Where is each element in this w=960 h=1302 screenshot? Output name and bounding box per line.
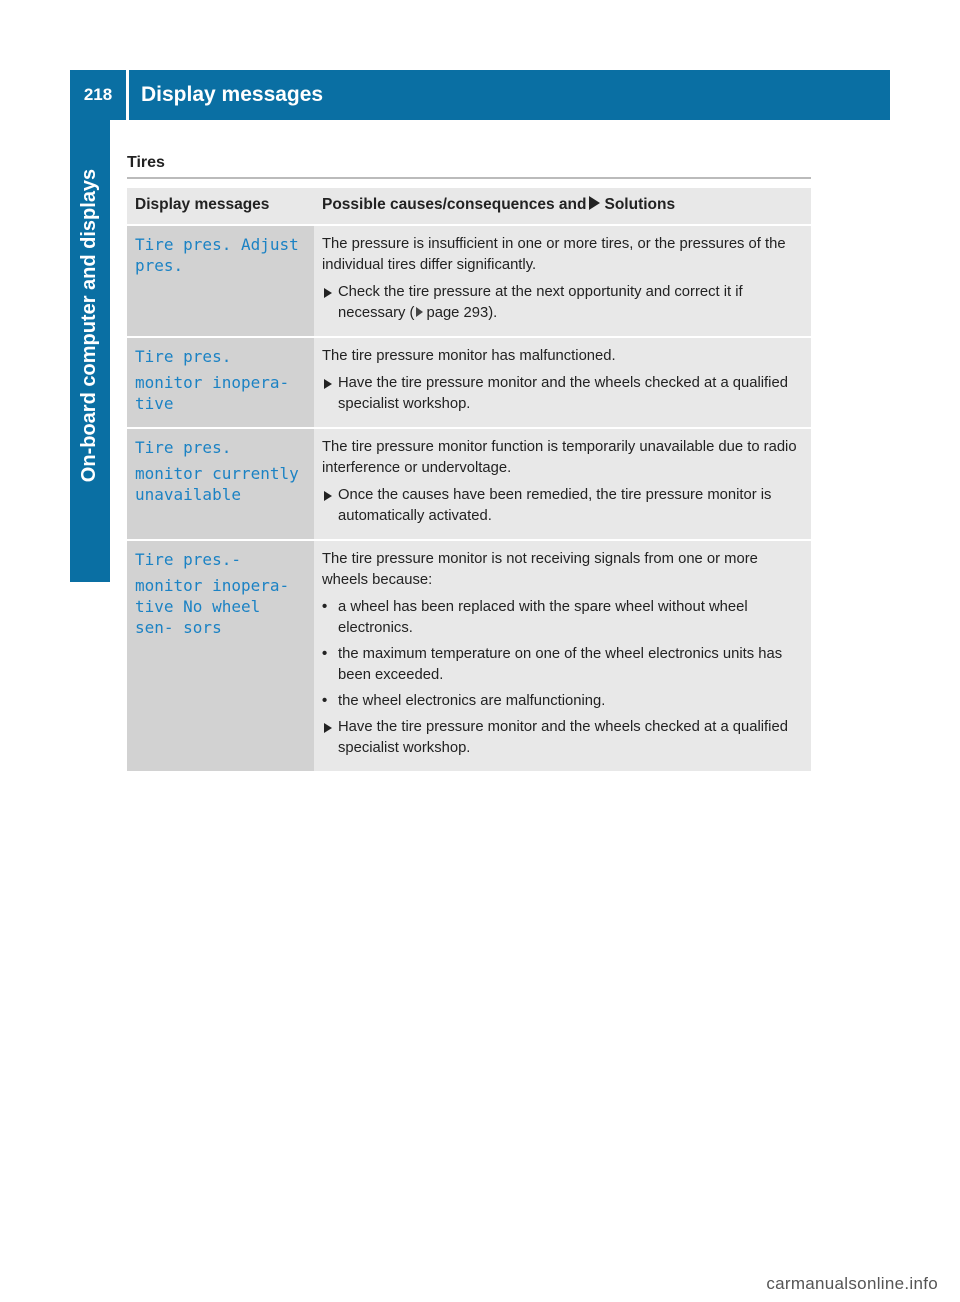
page-reference-arrow-icon bbox=[416, 307, 423, 317]
col-header-causes-label: Possible causes/consequences and bbox=[322, 196, 587, 213]
cause-text: The tire pressure monitor has malfunctioned. bbox=[322, 348, 616, 364]
solution-text-part: ). bbox=[488, 305, 498, 321]
mark-wrap bbox=[322, 373, 338, 415]
action-arrow-icon bbox=[324, 491, 332, 501]
display-message-cell bbox=[127, 428, 314, 540]
display-message-text: monitor inopera‐ tive No wheel sen‐ sors bbox=[135, 576, 290, 637]
mark-wrap bbox=[322, 485, 338, 527]
cause-solution-cell bbox=[314, 540, 811, 771]
bullet-icon: • bbox=[322, 599, 328, 615]
display-message-text: monitor currently unavailable bbox=[135, 464, 299, 504]
solution-step bbox=[322, 485, 803, 527]
table-row bbox=[127, 428, 811, 540]
display-message-text: Tire pres. bbox=[135, 347, 232, 366]
display-message-text: Tire pres.- bbox=[135, 550, 241, 569]
action-arrow-icon bbox=[324, 288, 332, 298]
solution-text: Have the tire pressure monitor and the wheels checked at a qualified specialist workshop. bbox=[338, 375, 788, 412]
mark-wrap bbox=[322, 597, 338, 639]
solution-step bbox=[322, 373, 803, 415]
solution-text bbox=[338, 282, 803, 324]
mark-wrap bbox=[322, 282, 338, 324]
mark-wrap bbox=[322, 644, 338, 686]
side-tab-label: On-board computer and displays bbox=[78, 168, 101, 482]
table-row bbox=[127, 540, 811, 771]
bullet-text: the maximum temperature on one of the wheel electronics units has been exceeded. bbox=[338, 646, 783, 683]
display-message-text: Tire pres. bbox=[135, 438, 232, 457]
page-number: 218 bbox=[83, 85, 113, 104]
cause-solution-cell bbox=[314, 337, 811, 428]
cause-text: The tire pressure monitor is not receiving signals from one or more wheels because: bbox=[322, 551, 758, 588]
watermark: carmanualsonline.info bbox=[766, 1274, 938, 1293]
bullet-text: the wheel electronics are malfunctioning. bbox=[338, 693, 606, 709]
cause-text: The pressure is insufficient in one or more tires, or the pressures of the individual tires differ significantly. bbox=[322, 236, 786, 273]
table-row bbox=[127, 337, 811, 428]
mark-wrap bbox=[322, 717, 338, 759]
col-header-display-messages: Display messages bbox=[127, 188, 314, 225]
cause-solution-cell bbox=[314, 428, 811, 540]
solution-step bbox=[322, 282, 803, 324]
cause-bullet bbox=[322, 644, 803, 686]
action-arrow-icon bbox=[324, 723, 332, 733]
bullet-icon: • bbox=[322, 646, 328, 662]
bullet-text: a wheel has been replaced with the spare wheel without wheel electronics. bbox=[338, 599, 748, 636]
cause-text: The tire pressure monitor function is temporarily unavailable due to radio interference or undervoltage. bbox=[322, 439, 797, 476]
mark-wrap bbox=[322, 691, 338, 712]
page-reference-link[interactable]: page 293 bbox=[426, 305, 489, 321]
action-arrow-icon bbox=[589, 196, 600, 210]
solution-text: Have the tire pressure monitor and the wheels checked at a qualified specialist workshop. bbox=[338, 719, 788, 756]
table-header-row bbox=[127, 188, 811, 225]
section-title: Tires bbox=[127, 154, 165, 171]
display-message-cell bbox=[127, 225, 314, 337]
solution-text: Once the causes have been remedied, the tire pressure monitor is automatically activated. bbox=[338, 487, 772, 524]
solution-text-part: Check the tire pressure at the next opportunity and correct it if necessary ( bbox=[338, 284, 743, 321]
page-header bbox=[70, 70, 890, 120]
section-divider bbox=[127, 177, 811, 179]
solution-step bbox=[322, 717, 803, 759]
side-tab-text-wrap bbox=[70, 120, 110, 530]
col-header-causes-solutions bbox=[314, 188, 811, 225]
cause-solution-cell bbox=[314, 225, 811, 337]
display-message-text: monitor inopera‐ tive bbox=[135, 373, 290, 413]
header-title: Display messages bbox=[141, 83, 324, 106]
display-message-cell bbox=[127, 337, 314, 428]
cause-bullet bbox=[322, 691, 803, 712]
display-message-text: Tire pres. Adjust pres. bbox=[135, 235, 299, 275]
action-arrow-icon bbox=[324, 379, 332, 389]
col-header-solutions-label: Solutions bbox=[604, 196, 676, 213]
display-message-cell bbox=[127, 540, 314, 771]
cause-bullet bbox=[322, 597, 803, 639]
bullet-icon: • bbox=[322, 693, 328, 709]
display-messages-table bbox=[127, 188, 811, 771]
table-row bbox=[127, 225, 811, 337]
